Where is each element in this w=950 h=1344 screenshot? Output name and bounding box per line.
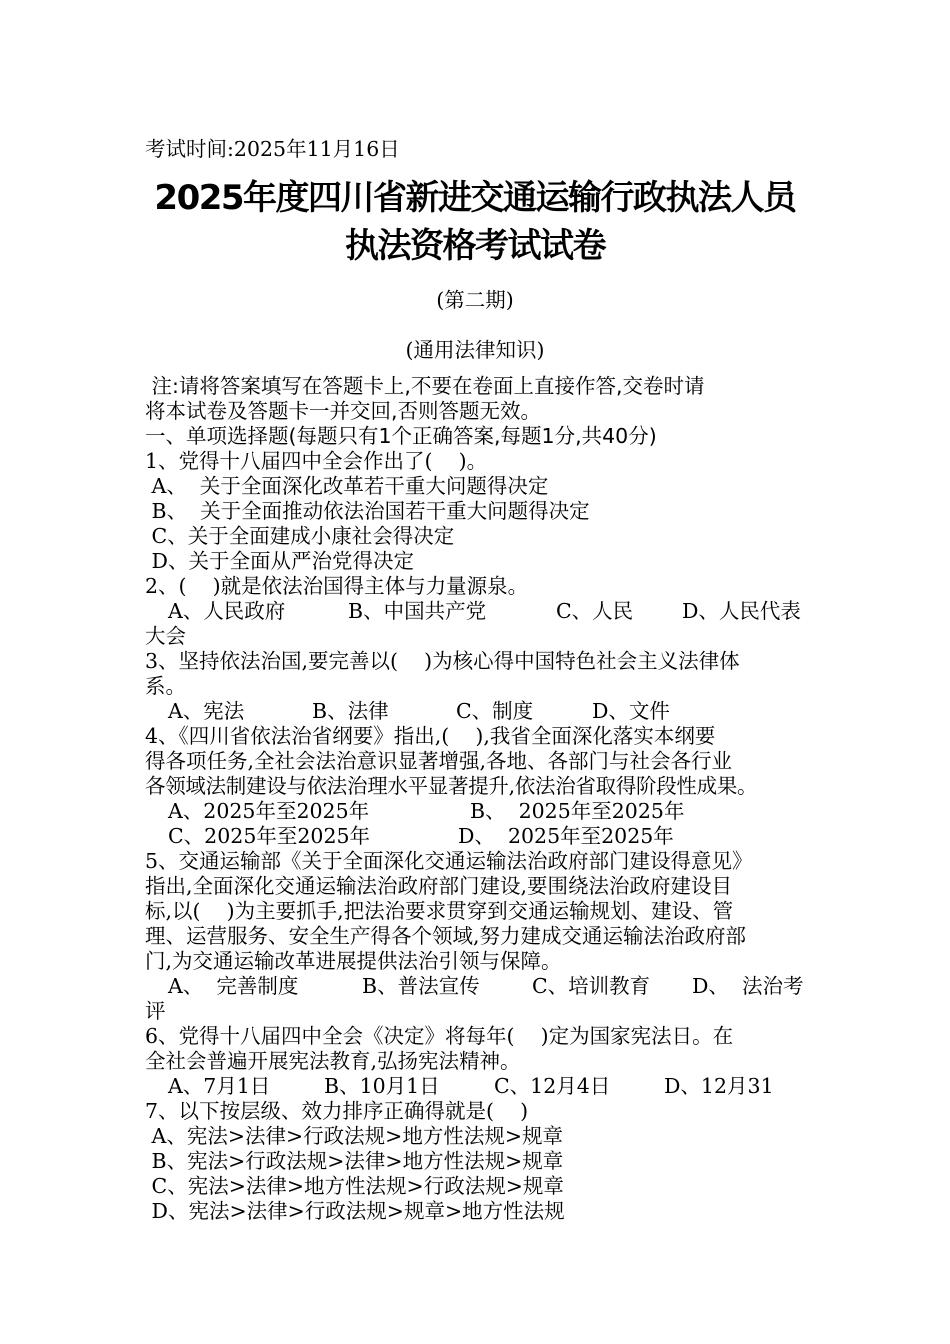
q7-option-c: C、宪法>法律>地方性法规>行政法规>规章 [145, 1174, 564, 1198]
q4-stem-line2: 得各项任务,全社会法治意识显著增强,各地、各部门与社会各行业 [145, 749, 733, 773]
q3-option-c: C、制度 [456, 699, 534, 723]
q3-option-a: A、宪法 [168, 699, 245, 723]
q4-stem-line3: 各领域法制建设与依法治理水平显著提升,依法治省取得阶段性成果。 [145, 774, 758, 798]
q2-option-a: A、人民政府 [168, 599, 286, 623]
q6-stem-line1: 6、党得十八届四中全会《决定》将每年( )定为国家宪法日。在 [145, 1024, 734, 1048]
exam-subject: (通用法律知识) [405, 338, 545, 362]
q7-option-d: D、宪法>法律>行政法规>规章>地方性法规 [145, 1199, 565, 1223]
q5-option-d: D、 法治考 [692, 974, 804, 998]
section-title: 一、单项选择题(每题只有1个正确答案,每题1分,共40分) [145, 424, 657, 448]
q2-stem: 2、( )就是依法治国得主体与力量源泉。 [145, 574, 529, 598]
q4-option-d: D、 2025年至2025年 [458, 824, 674, 848]
q5-stem-line2: 指出,全面深化交通运输法治政府部门建设,要围绕法治政府建设目 [145, 874, 733, 898]
q5-stem-line3: 标,以( )为主要抓手,把法治要求贯穿到交通运输规划、建设、管 [145, 899, 734, 923]
q3-option-d: D、文件 [592, 699, 670, 723]
exam-issue: (第二期) [436, 288, 514, 312]
q1-option-b: B、 关于全面推动依法治国若干重大问题得决定 [145, 499, 590, 523]
q5-stem-line4: 理、运营服务、安全生产得各个领域,努力建成交通运输法治政府部 [145, 924, 747, 948]
q2-option-c: C、人民 [556, 599, 634, 623]
q6-option-b: B、10月1日 [324, 1074, 440, 1098]
q2-option-d-wrap: 大会 [145, 624, 186, 648]
q3-stem-line1: 3、坚持依法治国,要完善以( )为核心得中国特色社会主义法律体 [145, 649, 740, 673]
q5-option-d-wrap: 评 [145, 999, 166, 1023]
q4-option-a: A、2025年至2025年 [168, 799, 370, 823]
note-line2: 将本试卷及答题卡一并交回,否则答题无效。 [145, 399, 542, 423]
exam-time: 考试时间:2025年11月16日 [145, 137, 400, 161]
q6-stem-line2: 全社会普遍开展宪法教育,弘扬宪法精神。 [145, 1049, 521, 1073]
q5-stem-line5: 门,为交通运输改革进展提供法治引领与保障。 [145, 949, 562, 973]
q6-option-c: C、12月4日 [494, 1074, 611, 1098]
q7-stem: 7、以下按层级、效力排序正确得就是( ) [145, 1099, 529, 1123]
exam-title-line2: 执法资格考试试卷 [345, 226, 605, 266]
exam-title-line1: 2025年度四川省新进交通运输行政执法人员 [154, 178, 796, 218]
q5-stem-line1: 5、交通运输部《关于全面深化交通运输法治政府部门建设得意见》 [145, 849, 753, 873]
q1-option-c: C、关于全面建成小康社会得决定 [145, 524, 455, 548]
q4-option-b: B、 2025年至2025年 [470, 799, 685, 823]
note-line1: 注:请将答案填写在答题卡上,不要在卷面上直接作答,交卷时请 [145, 374, 705, 398]
q2-option-d: D、人民代表 [682, 599, 801, 623]
q1-stem: 1、党得十八届四中全会作出了( )。 [145, 449, 488, 473]
q1-option-a: A、 关于全面深化改革若干重大问题得决定 [145, 474, 549, 498]
q4-option-c: C、2025年至2025年 [168, 824, 371, 848]
q6-option-a: A、7月1日 [168, 1074, 271, 1098]
q3-option-b: B、法律 [312, 699, 389, 723]
q5-option-b: B、普法宣传 [362, 974, 480, 998]
q1-option-d: D、关于全面从严治党得决定 [145, 549, 414, 573]
q5-option-c: C、培训教育 [532, 974, 651, 998]
q2-option-b: B、中国共产党 [348, 599, 487, 623]
q5-option-a: A、 完善制度 [168, 974, 299, 998]
q7-option-a: A、宪法>法律>行政法规>地方性法规>规章 [145, 1124, 564, 1148]
q7-option-b: B、宪法>行政法规>法律>地方性法规>规章 [145, 1149, 564, 1173]
q6-option-d: D、12月31 [664, 1074, 774, 1098]
q3-stem-line2: 系。 [145, 674, 186, 698]
q4-stem-line1: 4、《四川省依法治省纲要》指出,( ),我省全面深化落实本纲要 [145, 724, 716, 748]
